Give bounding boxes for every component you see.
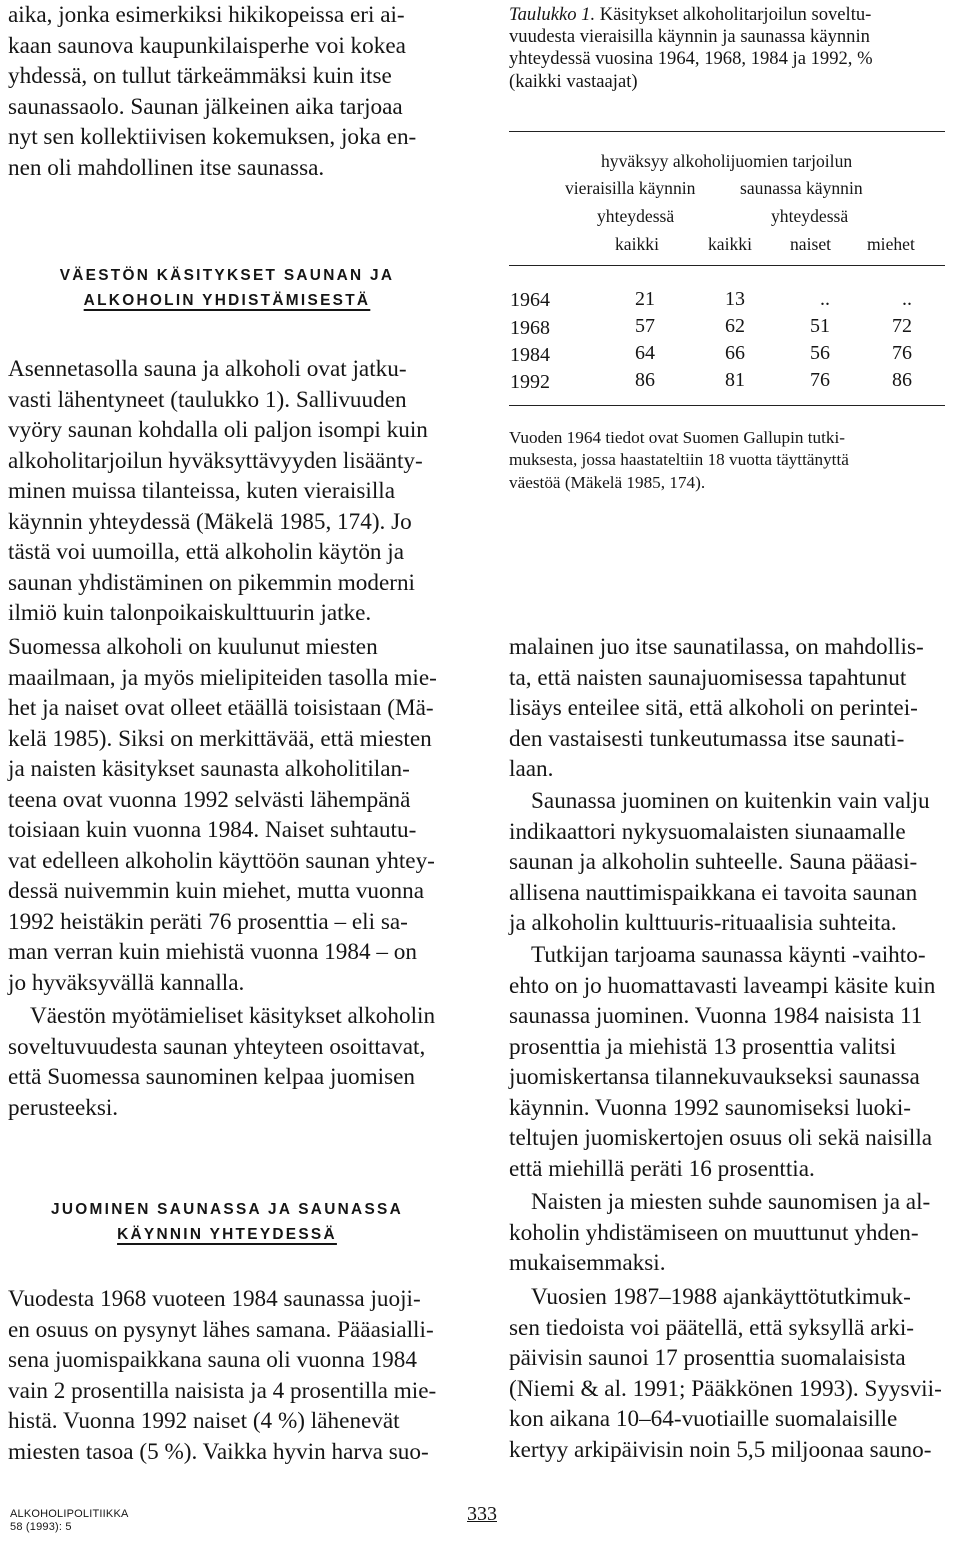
text-line: Suomessa alkoholi on kuulunut miesten	[8, 634, 378, 660]
note-line: Vuoden 1964 tiedot ovat Suomen Gallupin tutki-	[509, 428, 845, 447]
table-cell: 66	[725, 342, 745, 364]
text-line: ilmiö kuin talonpoikaiskulttuurin jatke.	[8, 600, 372, 626]
table-cell: 56	[810, 342, 830, 364]
paragraph-attitudes	[8, 354, 446, 629]
text-line: teltujen juomiskertojen osuus oli sekä naisilla	[509, 1125, 933, 1151]
text-line: saunan ja alkoholin suhteelle. Sauna pääasi-	[509, 849, 918, 875]
text-line: (Niemi & al. 1991; Pääkkönen 1993). Syysvii-	[509, 1375, 942, 1402]
text-line: prosenttia ja miehistä 13 prosenttia valitsi	[509, 1033, 897, 1060]
text-line: saunassa juominen. Vuonna 1984 naisista 11	[509, 1003, 923, 1029]
text-line: vain 2 prosentilla naisista ja 4 prosentilla mie-	[8, 1377, 437, 1404]
table-cell: 21	[635, 288, 655, 310]
paragraph-researcher	[509, 940, 951, 1184]
table-col-header: miehet	[867, 234, 915, 254]
text-line: saunassaolo. Saunan jälkeinen aika tarjoaa	[8, 93, 403, 120]
table-header-group2: saunassa käynnin	[740, 178, 863, 198]
table-cell: 51	[810, 315, 830, 337]
text-line: vasti lähentyneet (taulukko 1). Sallivuuden	[8, 386, 407, 413]
text-line: nen oli mahdollinen itse saunassa.	[8, 154, 325, 181]
text-line: mukaisemmaksi.	[509, 1250, 666, 1276]
text-line: allisena nauttimispaikkana ei tavoita saunan	[509, 879, 918, 906]
table-cell: 76	[810, 369, 830, 391]
table-bottom-rule	[509, 405, 945, 406]
heading-line: JUOMINEN SAUNASSA JA SAUNASSA	[50, 1201, 404, 1218]
text-line: vyöry saunan kohdalla oli paljon isompi kuin	[8, 417, 428, 443]
text-line: jo hyväksyvällä kannalla.	[8, 969, 245, 996]
table-col-header: kaikki	[615, 234, 659, 254]
text-line: Naisten ja miesten suhde saunomisen ja al-	[531, 1189, 931, 1215]
text-line: kon aikana 10–64-vuotiaille suomalaisille	[509, 1406, 898, 1432]
table-cell: 86	[635, 369, 655, 391]
paragraph-conclusion	[8, 1001, 446, 1123]
text-line: 1992 heistäkin peräti 76 prosenttia – eli sa-	[8, 908, 408, 935]
text-line: alkoholitarjoilun hyväksyttävyyden lisäänty-	[8, 447, 423, 474]
paragraph-gender	[8, 632, 446, 998]
text-line: sen tiedoista voi päätellä, että syksyllä arki-	[509, 1314, 915, 1341]
paragraph-drinking	[8, 1284, 446, 1467]
text-line: dessä nuivemmin kuin miehet, mutta vuonna	[8, 878, 425, 904]
paragraph-continuation	[509, 632, 951, 785]
table-cell: ..	[820, 288, 830, 310]
text-line: miesten tasoa (5 %). Vaikka hyvin harva suo-	[8, 1438, 429, 1465]
text-line: man verran kuin miehistä vuonna 1984 – on	[8, 939, 417, 965]
text-line: het ja naiset ovat olleet etäällä toisistaan (Mä-	[8, 695, 434, 721]
page-number: 333	[467, 1503, 497, 1525]
caption-line: yhteydessä vuosina 1964, 1968, 1984 ja 1992, %	[509, 48, 873, 70]
text-line: histä. Vuonna 1992 naiset (4 %) lähenevät	[8, 1408, 400, 1434]
table-note	[509, 427, 951, 494]
table-top-rule	[509, 131, 945, 132]
text-line: ehto on jo huomattavasti laveampi käsite kuin	[509, 972, 936, 999]
journal-name: ALKOHOLIPOLITIIKKA	[10, 1508, 129, 1520]
text-line: Asennetasolla sauna ja alkoholi ovat jatku-	[8, 356, 407, 382]
table-cell: 86	[892, 369, 912, 391]
text-line: Vuosien 1987–1988 ajankäyttötutkimuk-	[531, 1284, 911, 1310]
text-line: malainen juo itse saunatilassa, on mahdollis-	[509, 634, 924, 660]
text-line: Vuodesta 1968 vuoteen 1984 saunassa juoji-	[8, 1286, 421, 1312]
text-line: ja naisten käsitykset saunasta alkoholitilan-	[8, 756, 410, 782]
table-cell-year: 1984	[510, 344, 550, 366]
text-line: yhdessä, on tullut tärkeämmäksi kuin itse	[8, 63, 392, 89]
text-line: Väestön myötämieliset käsitykset alkoholin	[30, 1003, 436, 1029]
table-header-group1-sub: yhteydessä	[597, 206, 675, 226]
note-line: muksesta, jossa haastateltiin 18 vuotta täyttänyttä	[509, 450, 849, 470]
paragraph-relation	[509, 1187, 951, 1279]
text-line: juomiskertansa tilannekuvaukseksi saunassa	[509, 1064, 920, 1090]
heading-line: VÄESTÖN KÄSITYKSET SAUNAN JA	[59, 267, 395, 284]
table-cell: 13	[725, 288, 745, 310]
text-line: että Suomessa saunominen kelpaa juomisen	[8, 1064, 415, 1090]
table-cell-year: 1968	[510, 317, 550, 339]
table-cell: 72	[892, 315, 912, 337]
text-line: käynnin yhteydessä (Mäkelä 1985, 174). Jo	[8, 508, 412, 535]
section-heading-2	[8, 1197, 446, 1247]
text-line: Saunassa juominen on kuitenkin vain valju	[531, 788, 930, 814]
text-line: päivisin saunoi 17 prosenttia suomalaisista	[509, 1345, 906, 1371]
text-line: saunan yhdistäminen on pikemmin moderni	[8, 569, 416, 596]
table-header-top: hyväksyy alkoholijuomien tarjoilun	[601, 151, 853, 171]
table-caption-label: Taulukko 1.	[509, 4, 596, 25]
table-cell-year: 1964	[510, 289, 550, 311]
text-line: sena juomispaikkana sauna oli vuonna 1984	[8, 1347, 417, 1373]
text-line: minen muissa tilanteissa, kuten vieraisilla	[8, 478, 396, 504]
text-line: den vastaisesti tunkeutumassa itse saunati-	[509, 725, 905, 752]
paragraph-indicator	[509, 786, 951, 939]
table-header-group1: vieraisilla käynnin	[565, 178, 696, 198]
text-line: maailmaan, ja myös mielipiteiden tasolla mie-	[8, 664, 437, 691]
text-line: nyt sen kollektiivisen kokemuksen, joka en-	[8, 124, 417, 150]
journal-footer	[10, 1508, 129, 1534]
text-line: käynnin. Vuonna 1992 saunomiseksi luoki-	[509, 1094, 911, 1121]
table-cell: 64	[635, 342, 655, 364]
text-line: kelä 1985). Siksi on merkittävää, että miesten	[8, 725, 432, 752]
text-line: teena ovat vuonna 1992 selvästi lähempänä	[8, 786, 411, 813]
text-line: koholin yhdistämiseen on muuttunut yhden-	[509, 1219, 919, 1246]
table-header-rule	[509, 265, 945, 266]
table-caption	[509, 4, 951, 93]
table-header-group2-sub: yhteydessä	[771, 206, 849, 226]
table-cell: 62	[725, 315, 745, 337]
caption-line: Käsitykset alkoholitarjoilun soveltu-	[595, 4, 872, 25]
text-line: ja alkoholin kulttuuris-rituaalisia suhteita.	[509, 910, 897, 936]
text-line: vat edelleen alkoholin käyttöön saunan yhtey-	[8, 847, 435, 874]
text-line: aika, jonka esimerkiksi hikikopeissa eri ai-	[8, 2, 405, 28]
journal-issue: 58 (1993): 5	[10, 1521, 72, 1533]
table-cell: 76	[892, 342, 912, 364]
text-line: tästä voi uumoilla, että alkoholin käytön ja	[8, 539, 405, 565]
heading-line: ALKOHOLIN YHDISTÄMISESTÄ	[83, 292, 371, 309]
heading-line: KÄYNNIN YHTEYDESSÄ	[117, 1226, 337, 1243]
text-line: Tutkijan tarjoama saunassa käynti -vaihto-	[531, 942, 926, 968]
text-line: en osuus on pysynyt lähes samana. Pääasialli-	[8, 1316, 434, 1343]
text-line: indikaattori nykysuomalaisten siunaamalle	[509, 818, 906, 845]
text-line: ta, että naisten saunajuomisessa tapahtunut	[509, 664, 907, 691]
text-line: kertyy arkipäivisin noin 5,5 miljoonaa sauno-	[509, 1436, 932, 1463]
paragraph-time-use	[509, 1282, 951, 1465]
caption-line: vuudesta vieraisilla käynnin ja saunassa käynnin	[509, 26, 870, 48]
table-cell: 81	[725, 369, 745, 391]
note-line: väestöä (Mäkelä 1985, 174).	[509, 472, 706, 492]
intro-paragraph	[8, 0, 446, 183]
text-line: toisiaan kuin vuonna 1984. Naiset suhtautu-	[8, 817, 417, 843]
table-col-header: kaikki	[708, 234, 752, 254]
text-line: että miehillä peräti 16 prosenttia.	[509, 1155, 815, 1182]
text-line: perusteeksi.	[8, 1094, 119, 1121]
text-line: laan.	[509, 756, 554, 782]
section-heading-1	[8, 263, 446, 313]
table-cell: 57	[635, 315, 655, 337]
text-line: soveltuvuudesta saunan yhteyteen osoittavat,	[8, 1033, 426, 1060]
caption-line: (kaikki vastaajat)	[509, 70, 638, 92]
table-cell-year: 1992	[510, 371, 550, 393]
table-cell: ..	[902, 288, 912, 310]
text-line: lisäys enteilee sitä, että alkoholi on perintei-	[509, 695, 918, 721]
table-col-header: naiset	[790, 234, 832, 254]
text-line: kaan saunova kaupunkilaisperhe voi kokea	[8, 32, 406, 59]
